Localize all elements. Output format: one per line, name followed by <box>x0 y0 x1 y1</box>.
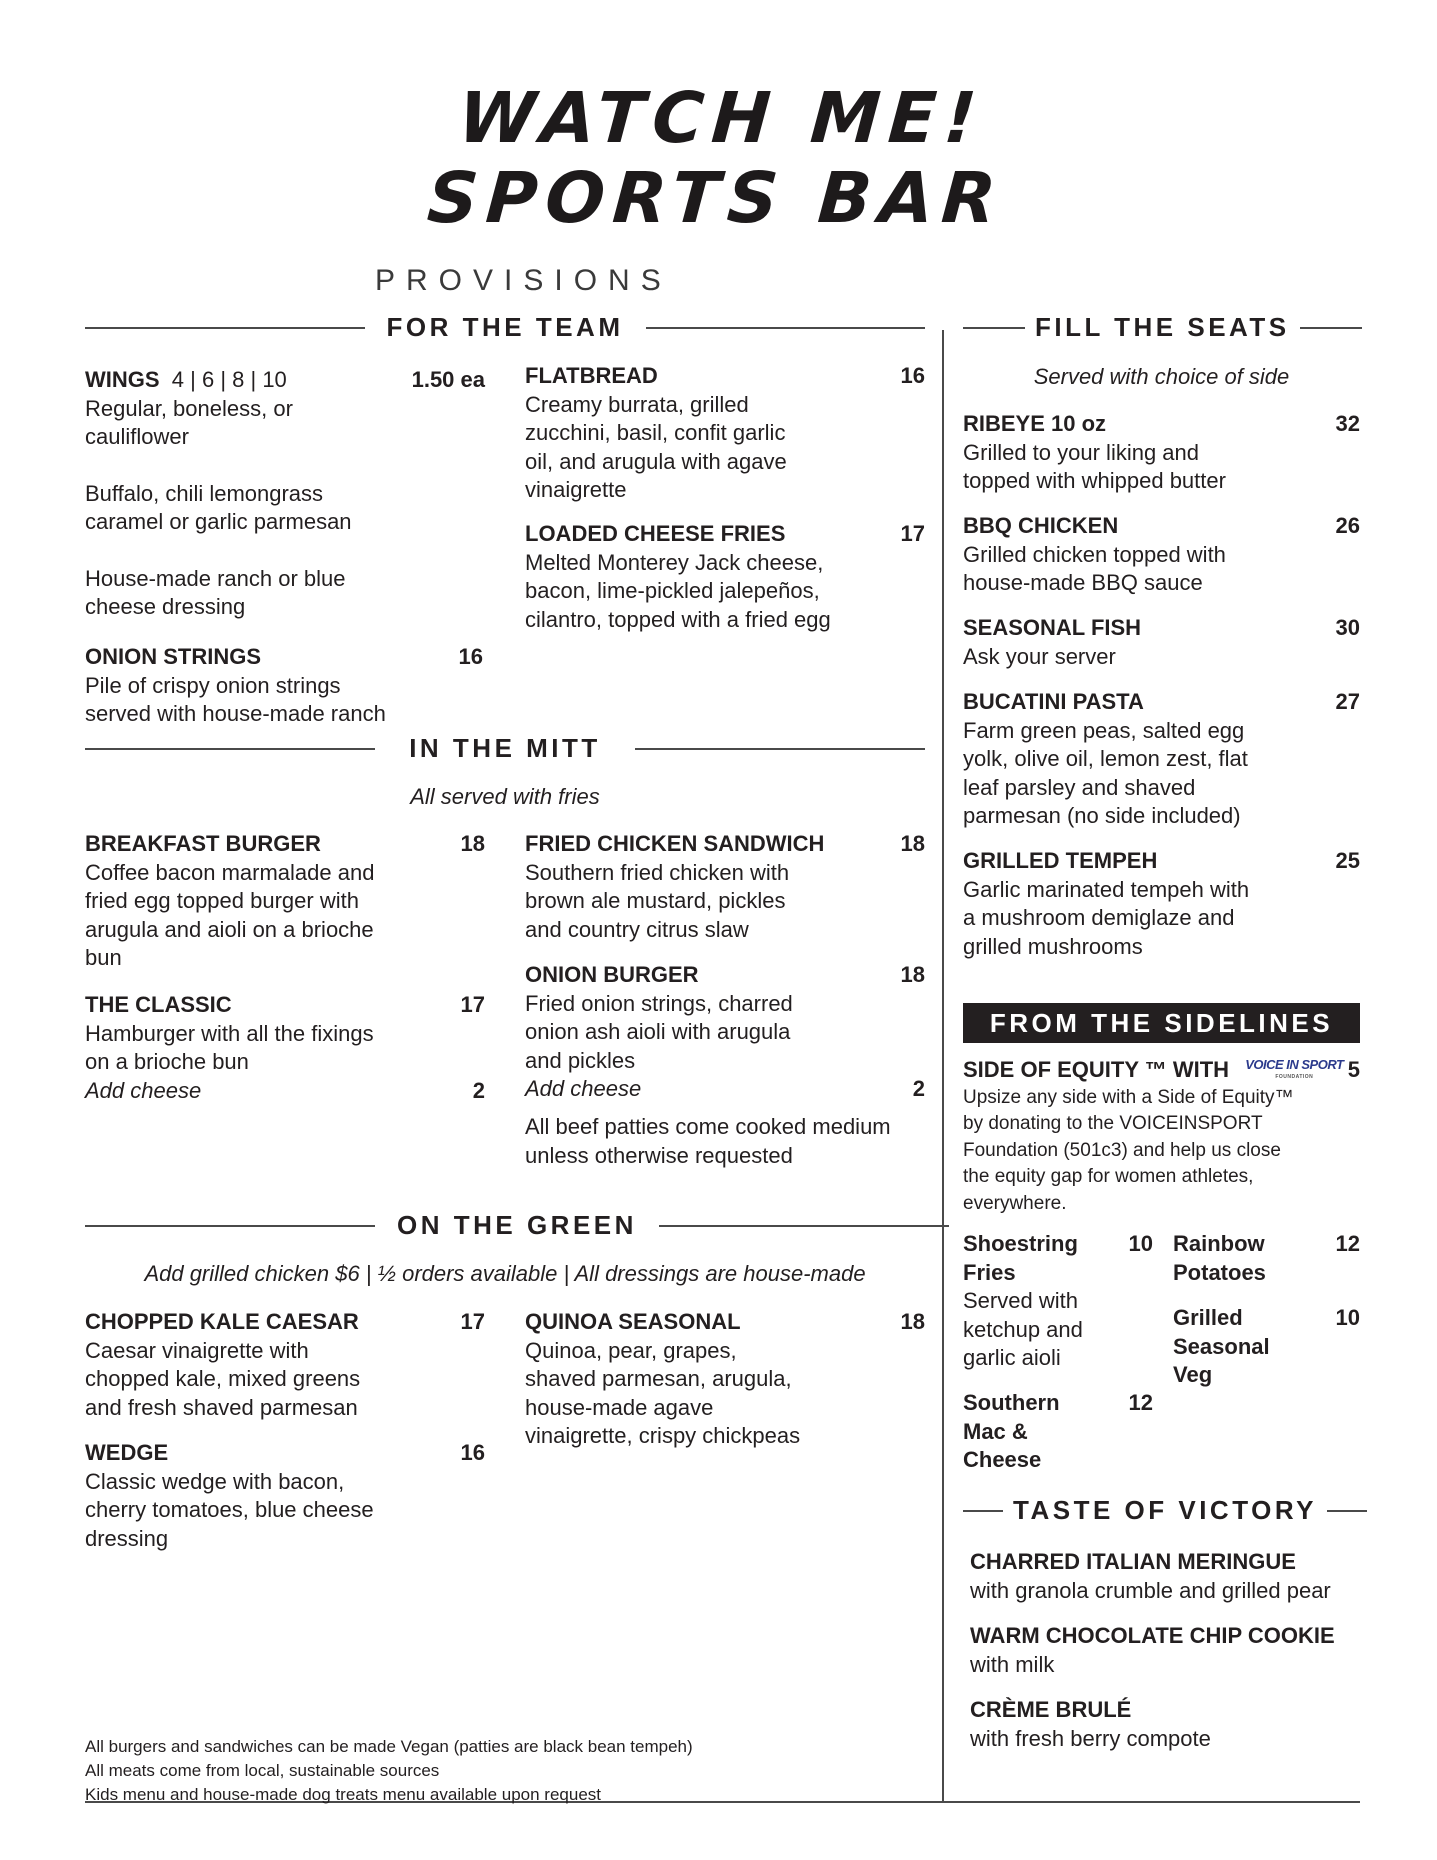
item-price: 12 <box>1335 1231 1360 1256</box>
item-name: FLATBREAD <box>525 363 658 388</box>
dessert-item-cookie <box>970 1622 1360 1679</box>
menu-item-loaded-cheese-fries <box>525 520 925 634</box>
item-name: BBQ CHICKEN <box>963 513 1119 538</box>
heading-rule <box>85 1225 375 1227</box>
section-heading-on-the-green <box>85 1210 925 1241</box>
addon-price: 2 <box>912 1076 925 1101</box>
section-heading-from-the-sidelines: FROM THE SIDELINES <box>963 1003 1360 1043</box>
item-name: LOADED CHEESE FRIES <box>525 521 786 546</box>
item-price: 25 <box>1335 848 1360 873</box>
menu-item-breakfast-burger <box>85 830 485 973</box>
item-name: SEASONAL FISH <box>963 615 1142 640</box>
item-price: 18 <box>900 962 925 987</box>
section-heading-taste-of-victory <box>963 1495 1360 1526</box>
section-note: Add grilled chicken $6 | ½ orders available | All dressings are house-made <box>144 1261 866 1286</box>
item-name: CHOPPED KALE CAESAR <box>85 1309 359 1334</box>
item-name: QUINOA SEASONAL <box>525 1309 741 1334</box>
item-description: Upsize any side with a Side of Equity™ by donating to the VOICEINSPORT Foundation (501c3) and help us close the equity gap for women athletes, everywhere. <box>963 1086 1294 1214</box>
item-sizes: 4 | 6 | 8 | 10 <box>171 367 287 392</box>
item-sauces: Buffalo, chili lemongrass caramel or garlic parmesan <box>85 480 352 534</box>
item-price: 16 <box>900 363 925 388</box>
item-description: Regular, boneless, or cauliflower <box>85 395 293 449</box>
addon-label: Add cheese <box>525 1076 642 1101</box>
item-name: BUCATINI PASTA <box>963 689 1144 714</box>
menu-item-quinoa-seasonal <box>525 1308 925 1451</box>
item-description: Southern fried chicken with brown ale mustard, pickles and country citrus slaw <box>525 859 790 942</box>
heading-rule <box>1300 327 1362 329</box>
heading-rule <box>635 748 925 750</box>
item-name: WINGS 4 | 6 | 8 | 10 <box>85 367 287 392</box>
patty-note <box>525 1113 925 1170</box>
item-name: Shoestring Fries <box>963 1231 1078 1285</box>
item-price: 30 <box>1335 615 1360 640</box>
side-item-rainbow-potatoes <box>1173 1230 1360 1287</box>
heading-rule <box>85 327 365 329</box>
item-description: Farm green peas, salted egg yolk, olive oil, lemon zest, flat leaf parsley and shaved parmesan (no side included) <box>963 717 1248 828</box>
item-description: Ask your server <box>963 643 1116 669</box>
item-description: with granola crumble and grilled pear <box>970 1577 1331 1603</box>
item-name: GRILLED TEMPEH <box>963 848 1158 873</box>
heading-rule <box>659 1225 949 1227</box>
item-price: 10 <box>1128 1231 1153 1256</box>
item-price: 5 <box>1347 1057 1360 1082</box>
heading-rule <box>963 1510 1003 1512</box>
menu-item-wedge <box>85 1439 485 1553</box>
item-price: 16 <box>458 644 483 669</box>
item-description: Grilled to your liking and topped with whipped butter <box>963 439 1226 493</box>
restaurant-title <box>0 78 1437 238</box>
item-dressings: House-made ranch or blue cheese dressing <box>85 565 346 619</box>
item-price: 17 <box>460 992 485 1017</box>
item-name: WARM CHOCOLATE CHIP COOKIE <box>970 1623 1335 1648</box>
item-price: 1.50 ea <box>411 367 485 392</box>
item-name: BREAKFAST BURGER <box>85 831 321 856</box>
item-description: Caesar vinaigrette with chopped kale, mixed greens and fresh shaved parmesan <box>85 1337 361 1420</box>
item-price: 32 <box>1335 411 1360 436</box>
heading-rule <box>646 327 926 329</box>
footnote: All meats come from local, sustainable sources <box>85 1761 440 1780</box>
item-name: SIDE OF EQUITY ™ WITH VOICE IN SPORT FOUNDATION <box>963 1057 1344 1082</box>
item-name: WEDGE <box>85 1440 169 1465</box>
menu-item-onion-strings <box>85 643 485 729</box>
menu-item-wings <box>85 366 485 622</box>
section-title: IN THE MITT <box>409 733 601 763</box>
item-price: 17 <box>460 1309 485 1334</box>
menu-item-flatbread <box>525 362 925 505</box>
column-divider <box>942 330 944 1802</box>
menu-item-bbq-chicken <box>963 512 1360 598</box>
note-text: All beef patties come cooked medium unless otherwise requested <box>525 1114 891 1168</box>
item-price: 18 <box>900 1309 925 1334</box>
item-name: ONION BURGER <box>525 962 699 987</box>
item-description: Fried onion strings, charred onion ash aioli with arugula and pickles <box>525 990 793 1073</box>
item-description: Quinoa, pear, grapes, shaved parmesan, arugula, house-made agave vinaigrette, crispy chickpeas <box>525 1337 801 1448</box>
addon-label: Add cheese <box>85 1077 202 1103</box>
section-heading-for-the-team <box>85 312 925 343</box>
menu-item-bucatini-pasta <box>963 688 1360 831</box>
item-price: 27 <box>1335 689 1360 714</box>
item-description: Creamy burrata, grilled zucchini, basil, confit garlic oil, and arugula with agave vinaigrette <box>525 391 787 502</box>
item-description: with milk <box>970 1651 1055 1677</box>
item-name: Southern Mac & Cheese <box>963 1390 1060 1472</box>
voice-in-sport-logo: VOICE IN SPORT FOUNDATION <box>1245 1057 1344 1081</box>
item-name: THE CLASSIC <box>85 992 232 1017</box>
item-description: Pile of crispy onion strings served with house-made ranch <box>85 672 386 726</box>
item-name: FRIED CHICKEN SANDWICH <box>525 831 825 856</box>
item-description: with fresh berry compote <box>970 1725 1211 1751</box>
item-price: 12 <box>1128 1390 1153 1415</box>
addon-price: 2 <box>472 1077 485 1103</box>
item-name: CHARRED ITALIAN MERINGUE <box>970 1549 1296 1574</box>
item-price: 16 <box>460 1440 485 1465</box>
item-name: CRÈME BRULÉ <box>970 1697 1132 1722</box>
footnote: Kids menu and house-made dog treats menu available upon request <box>85 1785 602 1804</box>
item-name: Grilled Seasonal Veg <box>1173 1305 1270 1387</box>
heading-rule <box>85 748 375 750</box>
section-heading-fill-the-seats <box>963 312 1360 343</box>
heading-rule <box>963 327 1025 329</box>
item-name: Rainbow Potatoes <box>1173 1231 1266 1285</box>
dessert-item-meringue <box>970 1548 1360 1605</box>
menu-item-onion-burger <box>525 961 925 1104</box>
item-price: 18 <box>900 831 925 856</box>
title-line-1: WATCH ME! <box>455 77 987 159</box>
side-item-southern-mac-cheese <box>963 1389 1153 1475</box>
menu-item-seasonal-fish <box>963 614 1360 671</box>
menu-item-the-classic <box>85 991 485 1105</box>
item-description: Classic wedge with bacon, cherry tomatoes, blue cheese dressing <box>85 1468 374 1551</box>
item-name: RIBEYE 10 oz <box>963 411 1107 436</box>
section-heading-in-the-mitt <box>85 733 925 764</box>
section-title: ON THE GREEN <box>397 1210 637 1240</box>
menu-item-side-of-equity <box>963 1056 1360 1217</box>
menu-subtitle: PROVISIONS <box>375 264 672 297</box>
item-description: Melted Monterey Jack cheese, bacon, lime-pickled jalepeños, cilantro, topped with a fried egg <box>525 549 831 632</box>
menu-item-ribeye <box>963 410 1360 496</box>
item-description: Garlic marinated tempeh with a mushroom demiglaze and grilled mushrooms <box>963 876 1250 959</box>
item-price: 17 <box>900 521 925 546</box>
footnote: All burgers and sandwiches can be made Vegan (patties are black bean tempeh) <box>85 1737 693 1756</box>
title-line-2: SPORTS BAR <box>424 157 1007 239</box>
section-title: FILL THE SEATS <box>1035 312 1290 342</box>
dessert-item-creme-brule <box>970 1696 1360 1753</box>
menu-item-grilled-tempeh <box>963 847 1360 961</box>
menu-footnotes <box>85 1735 693 1807</box>
section-title: FOR THE TEAM <box>386 312 624 342</box>
section-note: All served with fries <box>410 784 600 809</box>
item-price: 26 <box>1335 513 1360 538</box>
item-price: 18 <box>460 831 485 856</box>
side-item-grilled-seasonal-veg <box>1173 1304 1360 1390</box>
side-item-shoestring-fries <box>963 1230 1153 1373</box>
item-description: Served with ketchup and garlic aioli <box>963 1288 1083 1370</box>
heading-rule <box>1327 1510 1367 1512</box>
section-note: Served with choice of side <box>1033 364 1290 389</box>
item-description: Coffee bacon marmalade and fried egg topped burger with arugula and aioli on a brioche bun <box>85 859 375 970</box>
item-description: Hamburger with all the fixings on a brioche bun <box>85 1020 374 1074</box>
item-description: Grilled chicken topped with house-made BBQ sauce <box>963 541 1226 595</box>
menu-item-chopped-kale-caesar <box>85 1308 485 1422</box>
item-price: 10 <box>1335 1305 1360 1330</box>
section-title: TASTE OF VICTORY <box>1013 1495 1317 1525</box>
menu-item-fried-chicken-sandwich <box>525 830 925 944</box>
item-name: ONION STRINGS <box>85 644 262 669</box>
